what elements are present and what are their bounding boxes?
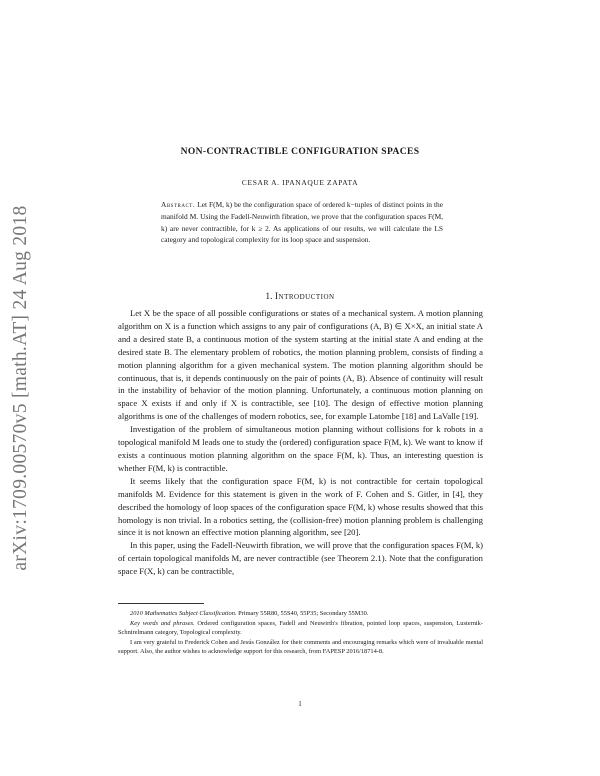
abstract-text: Let F(M, k) be the configuration space of ordered k−tuples of distinct points in the manifold M. Using the Fadell-Neuwirth fibration, we prove that the configuration spaces F(M, k) are never contractible, for k ≥ 2. As applications of our results, we will calculate the LS category and topological complexity for its loop space and suspension.	[161, 200, 443, 245]
footnote-msc-label: 2010 Mathematics Subject Classification.	[130, 610, 237, 617]
page-number: 1	[298, 700, 302, 708]
footnote-msc-text: Primary 55R80, 55S40, 55P35; Secondary 55M30.	[238, 610, 369, 617]
section-title: Introduction	[274, 292, 335, 302]
paper-title: NON-CONTRACTIBLE CONFIGURATION SPACES	[180, 147, 420, 157]
footnotes	[118, 609, 483, 657]
footnote-msc	[118, 609, 483, 619]
section-heading	[0, 292, 600, 302]
footnote-keywords-text: Ordered configuration spaces, Fadell and Neuwirth's fibration, pointed loop spaces, suspension, Lusternik-Schnirelmann category, Topological complexity.	[118, 619, 483, 637]
author-name: CESAR A. IPANAQUE ZAPATA	[241, 178, 359, 187]
abstract	[161, 199, 443, 246]
abstract-label: Abstract.	[161, 200, 196, 209]
arxiv-identifier: arXiv:1709.00570v5 [math.AT] 24 Aug 2018	[10, 205, 31, 571]
body-text	[118, 307, 483, 578]
footnote-rule	[118, 603, 204, 604]
footnote-keywords-label: Key words and phrases.	[130, 619, 195, 627]
paragraph: Investigation of the problem of simultaneous motion planning without collisions for k robots in a topological manifold M leads one to study the (ordered) configuration space F(M, k). We want to know if exists a continuous motion planning algorithm on the space F(M, k). Thus, an interesting question is whether F(M, k) is contractible.	[118, 424, 483, 473]
paragraph: It seems likely that the configuration space F(M, k) is not contractible for certain topological manifolds M. Evidence for this statement is given in the work of F. Cohen and S. Gitler, in [4], they described the homology of loop spaces of the configuration space F(M, k) whose results showed that this homology is non trivial. In a robotics setting, the (collision-free) motion planning problem is challenging since it is not known an effective motion planning algorithm, see [20].	[118, 475, 483, 538]
footnote-keywords	[118, 619, 483, 638]
paragraph: In this paper, using the Fadell-Neuwirth fibration, we will prove that the configuration spaces F(M, k) of certain topological manifolds M, are never contractible (see Theorem 2.1). Note that the configuration space F(X, k) can be contractible,	[118, 540, 483, 577]
section-number: 1.	[265, 292, 273, 302]
paragraph: Let X be the space of all possible configurations or states of a mechanical system. A motion planning algorithm on X is a function which assigns to any pair of configurations (A, B) ∈ X×X, an initial state A and a desired state B, a continuous motion of the system starting at the initial state A and ending at the desired state B. The elementary problem of robotics, the motion planning problem, consists of finding a motion planning algorithm for a given mechanical system. The motion planning algorithm should be continuous, that is, it depends continuously on the pair of points (A, B). Absence of continuity will result in the instability of behavior of the motion planning. Unfortunately, a continuous motion planning on space X exists if and only if X is contractible, see [10]. The design of effective motion planning algorithms is one of the challenges of modern robotics, see, for example Latombe [18] and LaValle [19].	[118, 308, 483, 422]
footnote-thanks: I am very grateful to Frederick Cohen and Jesús González for their comments and encouraging remarks which were of invaluable mental support. Also, the author wishes to acknowledge support for this research, from FAPESP 2016/18714-8.	[118, 638, 483, 656]
